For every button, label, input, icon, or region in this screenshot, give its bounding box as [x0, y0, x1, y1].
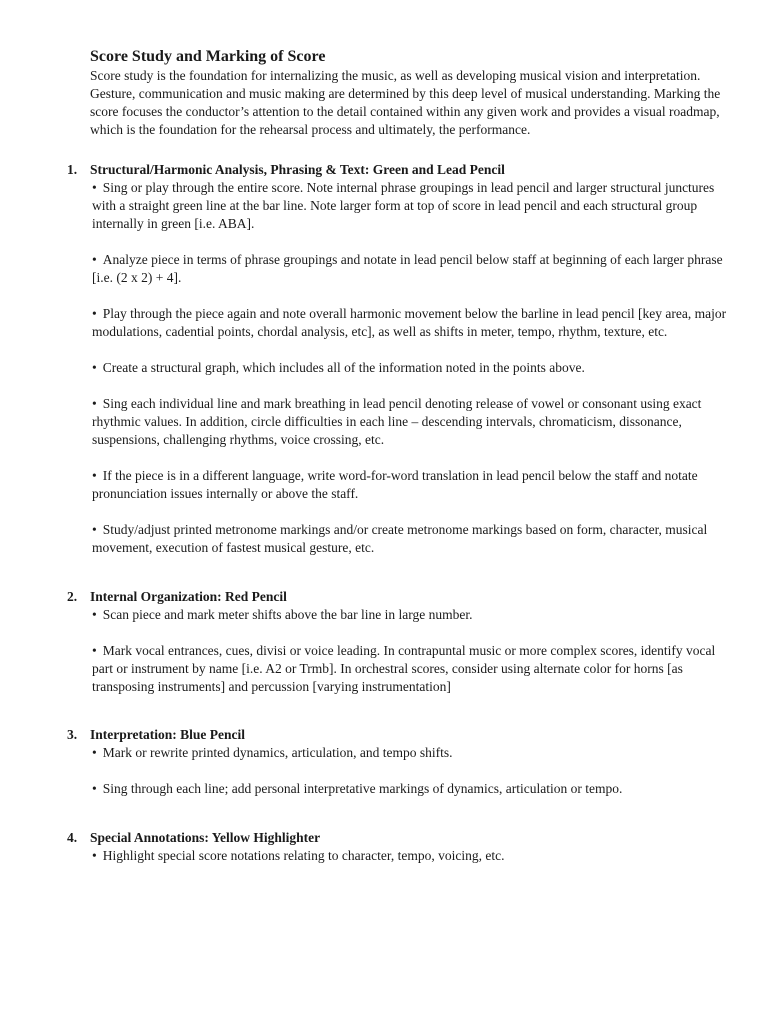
intro-paragraph: Score study is the foundation for internalizing the music, as well as developing musical vision and interpretation. Gesture, communication and music making are determined by this deep level of musical understanding. Marking the score focuses the conductor’s attention to the detail contained within any given work and provides a visual roadmap, which is the foundation for the rehearsal process and ultimately, the performance.: [90, 68, 721, 137]
bullet-item: • Sing through each line; add personal interpretative markings of dynamics, articulation or tempo.: [92, 781, 623, 796]
bullet-icon: •: [92, 180, 97, 195]
section-heading: Special Annotations: Yellow Highlighter: [90, 830, 321, 845]
section-heading: Interpretation: Blue Pencil: [90, 727, 245, 742]
bullet-icon: •: [92, 252, 97, 267]
section-heading: Structural/Harmonic Analysis, Phrasing & Text: Green and Lead Pencil: [90, 162, 505, 177]
bullet-item: • Study/adjust printed metronome markings and/or create metronome markings based on form, character, musical movement, execution of fastest musical gesture, etc.: [92, 522, 708, 555]
bullet-item: • Mark vocal entrances, cues, divisi or voice leading. In contrapuntal music or more complex scores, identify vocal part or instrument by name [i.e. A2 or Trmb]. In orchestral scores, consider using alternate color for horns [as transposing instruments] and percussion [varying instrumentation]: [92, 643, 716, 694]
bullet-icon: •: [92, 396, 97, 411]
bullet-item: • Sing or play through the entire score. Note internal phrase groupings in lead pencil and larger structural junctures with a straight green line at the bar line. Note larger form at top of score in lead pencil and each structural group internally in green [i.e. ABA].: [92, 180, 715, 231]
bullet-item: • Sing each individual line and mark breathing in lead pencil denoting release of vowel or consonant using exact rhythmic values. In addition, circle difficulties in each line – descending intervals, chromaticism, dissonance, suspensions, challenging rhythms, voice crossing, etc.: [92, 396, 702, 447]
bullet-icon: •: [92, 360, 97, 375]
section-number: 1.: [67, 162, 78, 177]
document-page: [67, 47, 730, 865]
document-title: Score Study and Marking of Score: [90, 48, 326, 65]
section-interpretation: [67, 726, 730, 798]
bullet-item: • Analyze piece in terms of phrase groupings and notate in lead pencil below staff at beginning of each larger phrase [i.e. (2 x 2) + 4].: [92, 252, 723, 285]
bullet-icon: •: [92, 745, 97, 760]
bullet-item: • Highlight special score notations relating to character, tempo, voicing, etc.: [92, 848, 505, 863]
bullet-icon: •: [92, 781, 97, 796]
section-number: 3.: [67, 727, 78, 742]
bullet-item: • Mark or rewrite printed dynamics, articulation, and tempo shifts.: [92, 745, 453, 760]
bullet-item: • Scan piece and mark meter shifts above the bar line in large number.: [92, 607, 473, 622]
bullet-icon: •: [92, 522, 97, 537]
section-number: 4.: [67, 830, 78, 845]
bullet-icon: •: [92, 306, 97, 321]
bullet-item: • If the piece is in a different language, write word-for-word translation in lead pencil below the staff and notate pronunciation issues internally or above the staff.: [92, 468, 698, 501]
bullet-item: • Create a structural graph, which includes all of the information noted in the points above.: [92, 360, 585, 375]
section-number: 2.: [67, 589, 78, 604]
bullet-item: • Play through the piece again and note overall harmonic movement below the barline in lead pencil [key area, major modulations, cadential points, chordal analysis, etc], as well as shifts in meter, tempo, rhythm, texture, etc.: [92, 306, 727, 339]
section-internal-organization: [67, 588, 730, 696]
bullet-icon: •: [92, 607, 97, 622]
section-structural-analysis: [67, 161, 730, 557]
bullet-icon: •: [92, 848, 97, 863]
section-heading: Internal Organization: Red Pencil: [90, 589, 287, 604]
bullet-icon: •: [92, 468, 97, 483]
bullet-icon: •: [92, 643, 97, 658]
section-special-annotations: [67, 829, 730, 865]
